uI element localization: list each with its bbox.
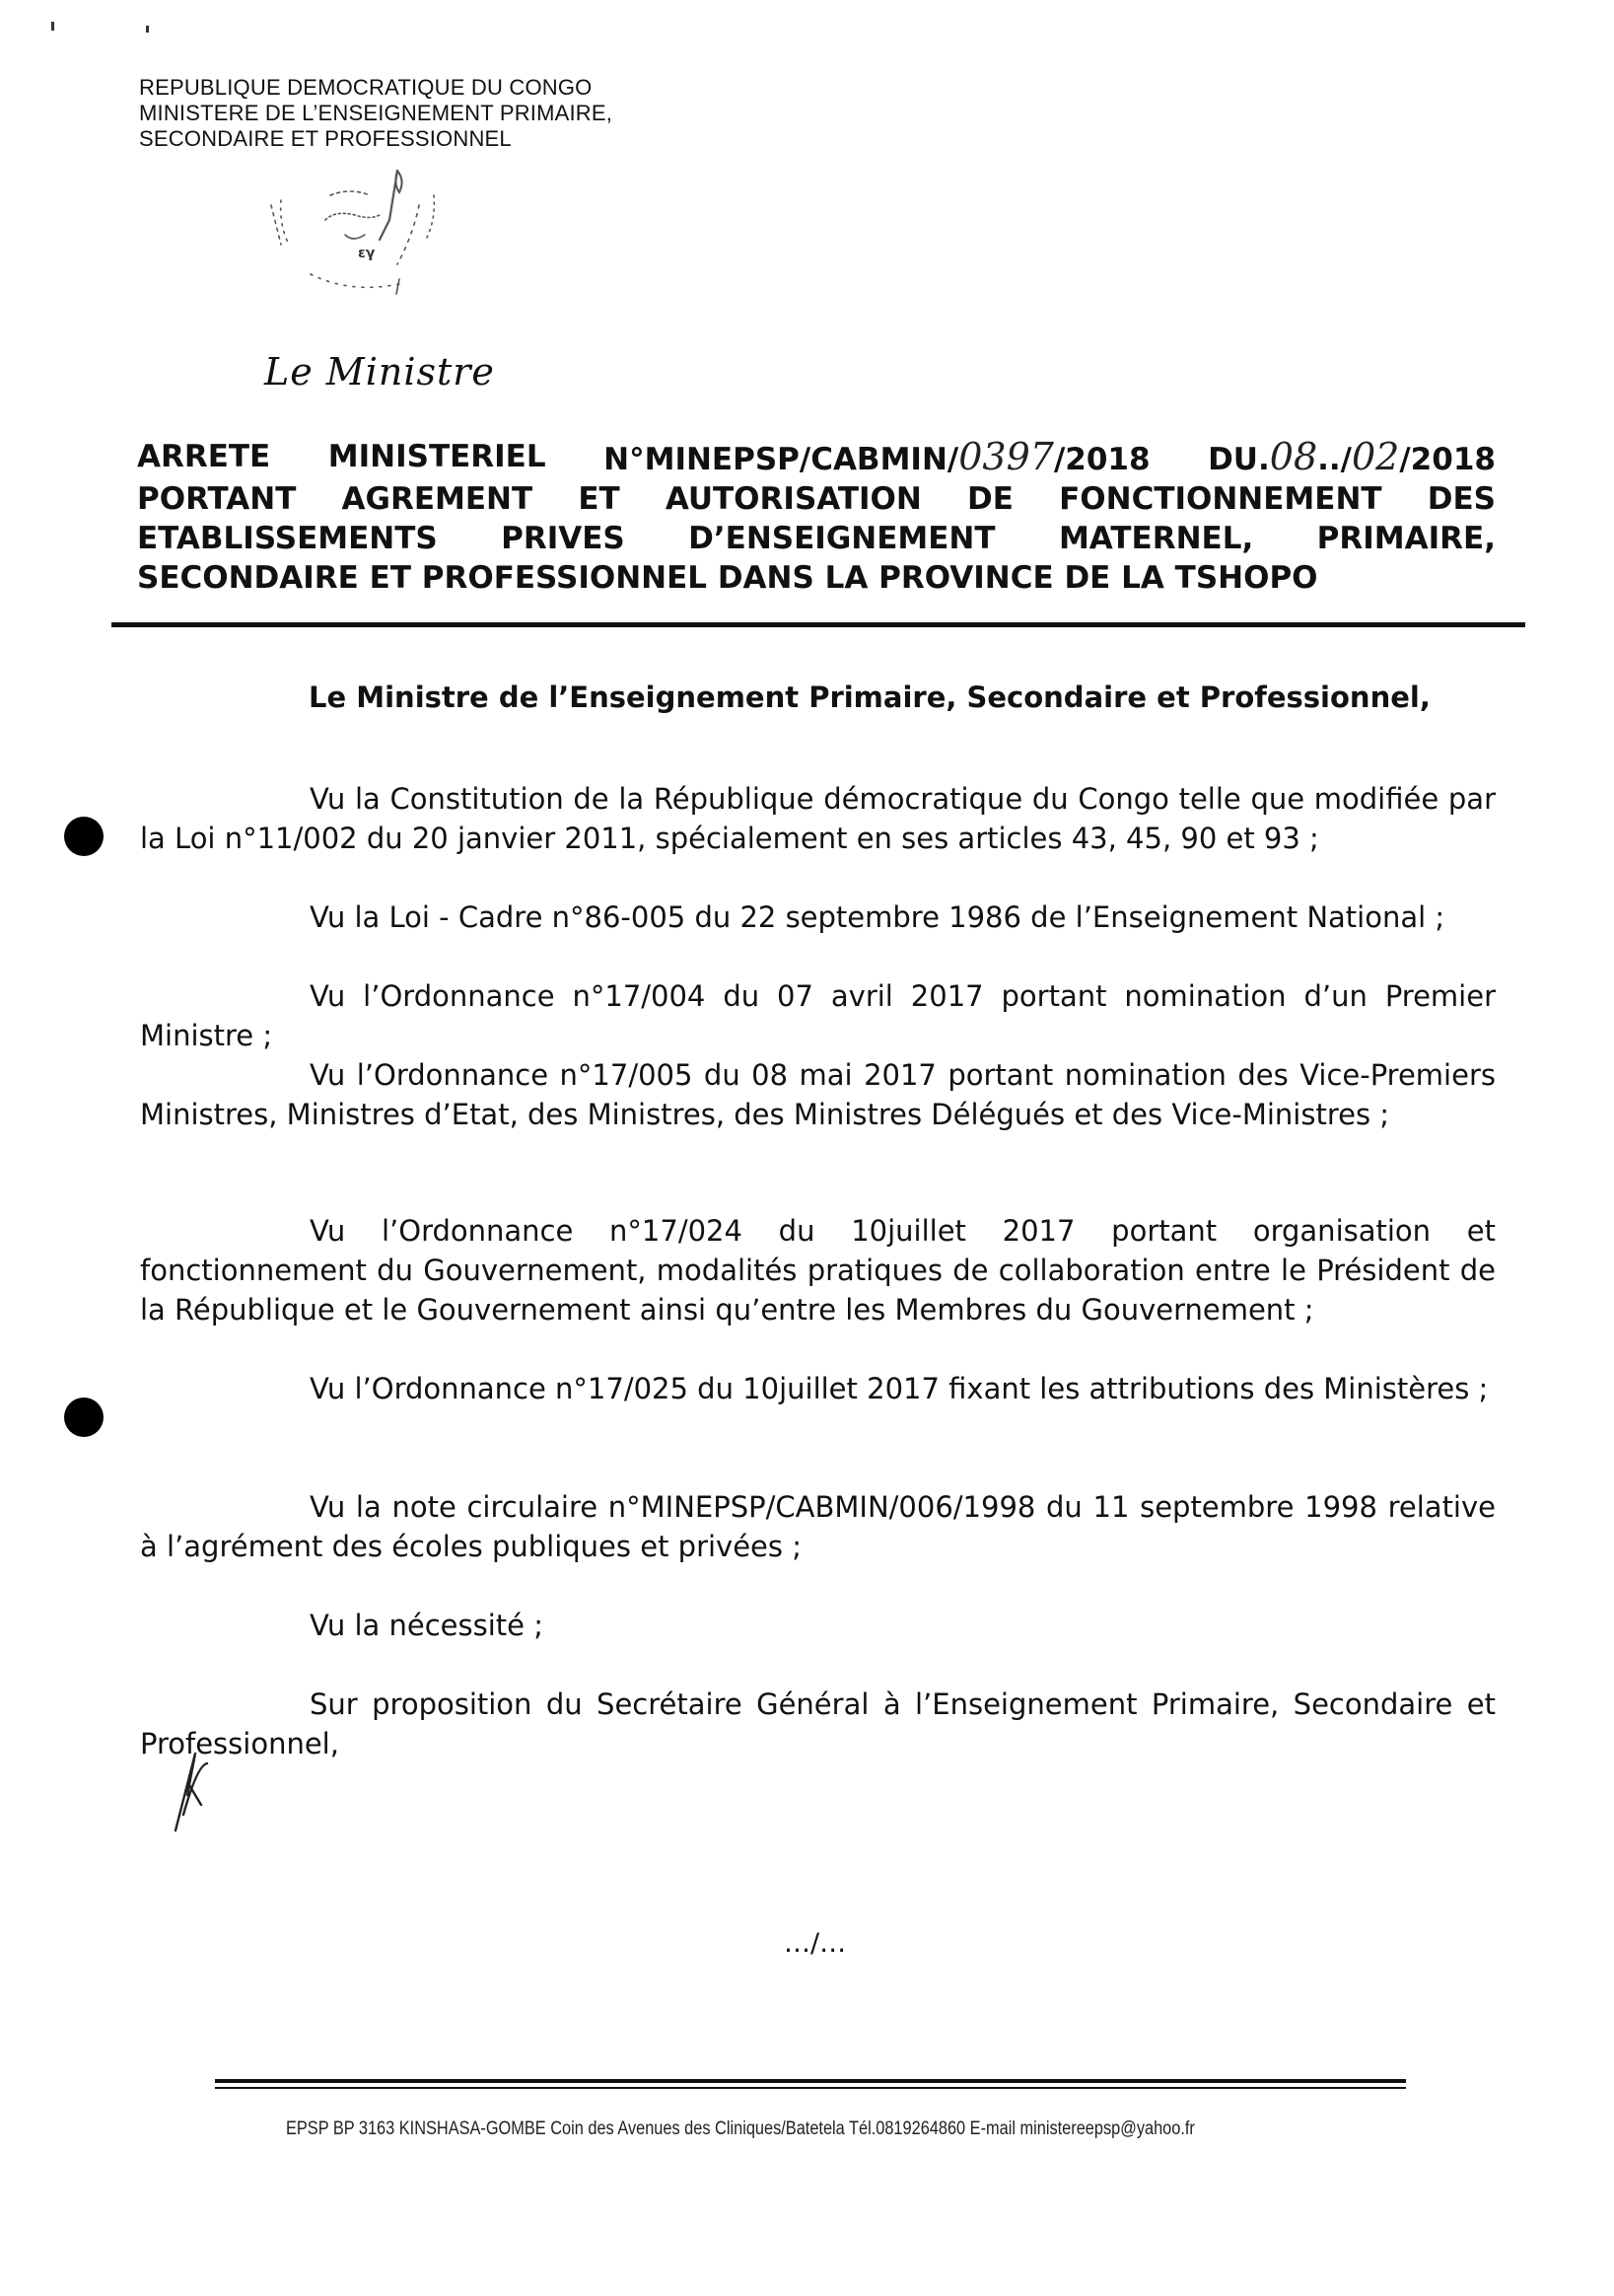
scan-speck [146,26,149,33]
decree-word: MATERNEL, [1058,521,1254,556]
decree-word: AGREMENT [341,481,533,517]
coat-of-arms-stamp-icon [251,166,498,314]
handwritten-date-day: 08 [1269,435,1318,478]
recital-paragraph: Vu l’Ordonnance n°17/004 du 07 avril 2017 portant nomination d’un Premier Ministre ; [140,979,1496,1052]
decree-date-year: /2018 [1399,442,1496,477]
header-ministry-line2: SECONDAIRE ET PROFESSIONNEL [139,126,512,151]
title-divider [111,622,1525,627]
footer-contact: EPSP BP 3163 KINSHASA-GOMBE Coin des Avenues des Cliniques/Batetela Tél.0819264860 E-mail ministereepsp@yahoo.fr [286,2118,1195,2139]
decree-word: ETABLISSEMENTS [137,521,438,556]
handwritten-initials-icon [168,1746,217,1834]
decree-title-final-line: SECONDAIRE ET PROFESSIONNEL DANS LA PROVINCE DE LA TSHOPO [137,560,1318,596]
recital-paragraph: Vu l’Ordonnance n°17/024 du 10juillet 2017 portant organisation et fonctionnement du Gouvernement, modalités pratiques de collaboration entre le Président de la République et le Gouvernement ainsi qu’entre les Membres du Gouvernement ; [140,1214,1496,1327]
handwritten-date-month: 02 [1352,435,1400,478]
decree-number-year: /2018 [1053,442,1151,477]
decree-date [1208,437,1496,479]
decree-word: MINISTERIEL [327,439,546,474]
recital-paragraph: Vu la Constitution de la République démocratique du Congo telle que modifiée par la Loi n°11/002 du 20 janvier 2011, spécialement en ses articles 43, 45, 90 et 93 ; [140,782,1496,855]
recital-paragraph: Vu l’Ordonnance n°17/025 du 10juillet 2017 fixant les attributions des Ministères ; [310,1372,1489,1405]
decree-word: PRIVES [501,521,625,556]
decree-word: ET [578,481,620,517]
decree-word: PORTANT [137,481,297,517]
svg-text:εγ: εγ [358,246,376,261]
minister-preamble-title: Le Ministre de l’Enseignement Primaire, Secondaire et Professionnel, [309,681,1431,714]
decree-date-prefix: DU. [1208,442,1270,477]
page-continuation-mark: …/… [784,1928,847,1959]
decree-word: D’ENSEIGNEMENT [688,521,996,556]
punch-hole-mark [64,1398,104,1437]
header-ministry-line1: MINISTERE DE L’ENSEIGNEMENT PRIMAIRE, [139,101,613,125]
ministry-header [139,75,612,152]
recital-paragraph: Vu la note circulaire n°MINEPSP/CABMIN/006/1998 du 11 septembre 1998 relative à l’agrément des écoles publiques et privées ; [140,1490,1496,1563]
decree-number-prefix: N°MINEPSP/CABMIN/ [603,442,959,477]
footer-divider [215,2079,1406,2083]
decree-number [603,437,1150,479]
header-country: REPUBLIQUE DEMOCRATIQUE DU CONGO [139,75,593,100]
decree-word: DE [967,481,1014,517]
punch-hole-mark [64,817,104,856]
decree-word: ARRETE [137,439,271,474]
decree-date-separator: ../ [1317,442,1352,477]
decree-word: PRIMAIRE, [1316,521,1496,556]
decree-title-line2 [137,479,1496,519]
recital-paragraph: Vu la nécessité ; [310,1609,543,1642]
scan-speck [51,22,54,31]
minister-title: Le Ministre [264,350,495,394]
decree-word: FONCTIONNEMENT [1059,481,1382,517]
decree-title-line4 [137,558,1496,598]
recital-paragraph: Vu l’Ordonnance n°17/005 du 08 mai 2017 portant nomination des Vice-Premiers Ministres, Ministres d’Etat, des Ministres, des Ministres Délégués et des Vice-Ministres ; [140,1058,1496,1131]
decree-title-line1 [137,437,1496,479]
decree-word: DES [1427,481,1496,517]
recital-paragraph: Vu la Loi - Cadre n°86-005 du 22 septembre 1986 de l’Enseignement National ; [310,900,1445,934]
decree-title-line3 [137,519,1496,558]
decree-word: AUTORISATION [665,481,922,517]
decree-title [137,437,1496,598]
handwritten-decree-number: 0397 [958,435,1054,478]
footer-divider [215,2087,1406,2089]
recital-paragraph: Sur proposition du Secrétaire Général à l’Enseignement Primaire, Secondaire et Professionnel, [140,1687,1496,1760]
